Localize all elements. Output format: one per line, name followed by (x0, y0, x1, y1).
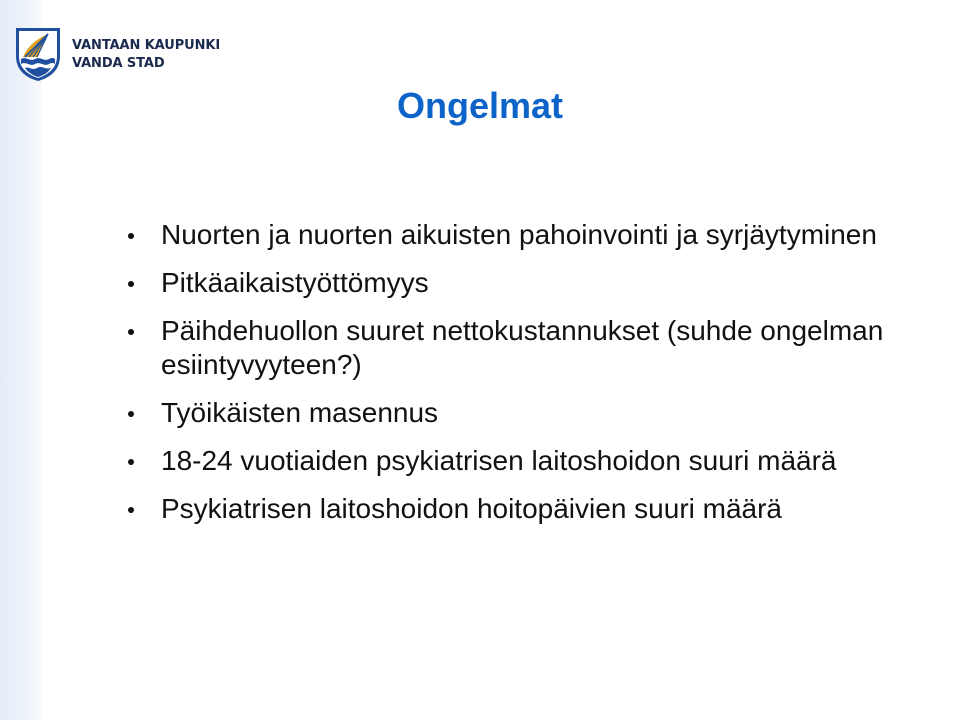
bullet-text: Psykiatrisen laitoshoidon hoitopäivien suuri määrä (161, 493, 783, 524)
bullet-text: Päihdehuollon suuret nettokustannukset (suhde ongelman esiintyvyyteen?) (161, 315, 884, 380)
vantaa-crest-icon (13, 26, 63, 82)
bullet-item (128, 218, 918, 252)
bullet-icon (128, 329, 134, 335)
bullet-text: Työikäisten masennus (161, 397, 439, 428)
bullet-icon (128, 233, 134, 239)
brand-name-swedish: VANDA STAD (72, 56, 165, 71)
bullet-item (128, 266, 918, 300)
bullet-text: Nuorten ja nuorten aikuisten pahoinvointi ja syrjäytyminen (161, 219, 877, 250)
bullet-item (128, 492, 918, 526)
bullet-item (128, 444, 918, 478)
bullet-text: 18-24 vuotiaiden psykiatrisen laitoshoidon suuri määrä (161, 445, 837, 476)
bullet-item (128, 396, 918, 430)
bullet-icon (128, 459, 134, 465)
bullet-icon (128, 507, 134, 513)
slide-title: Ongelmat (396, 85, 564, 126)
bullet-text: Pitkäaikaistyöttömyys (161, 267, 429, 298)
bullet-item (128, 314, 918, 382)
bullet-icon (128, 281, 134, 287)
bullet-icon (128, 411, 134, 417)
brand-wordmark (72, 37, 220, 73)
bullet-list (128, 218, 918, 540)
brand-header (13, 26, 253, 86)
brand-name-finnish: VANTAAN KAUPUNKI (72, 38, 221, 53)
